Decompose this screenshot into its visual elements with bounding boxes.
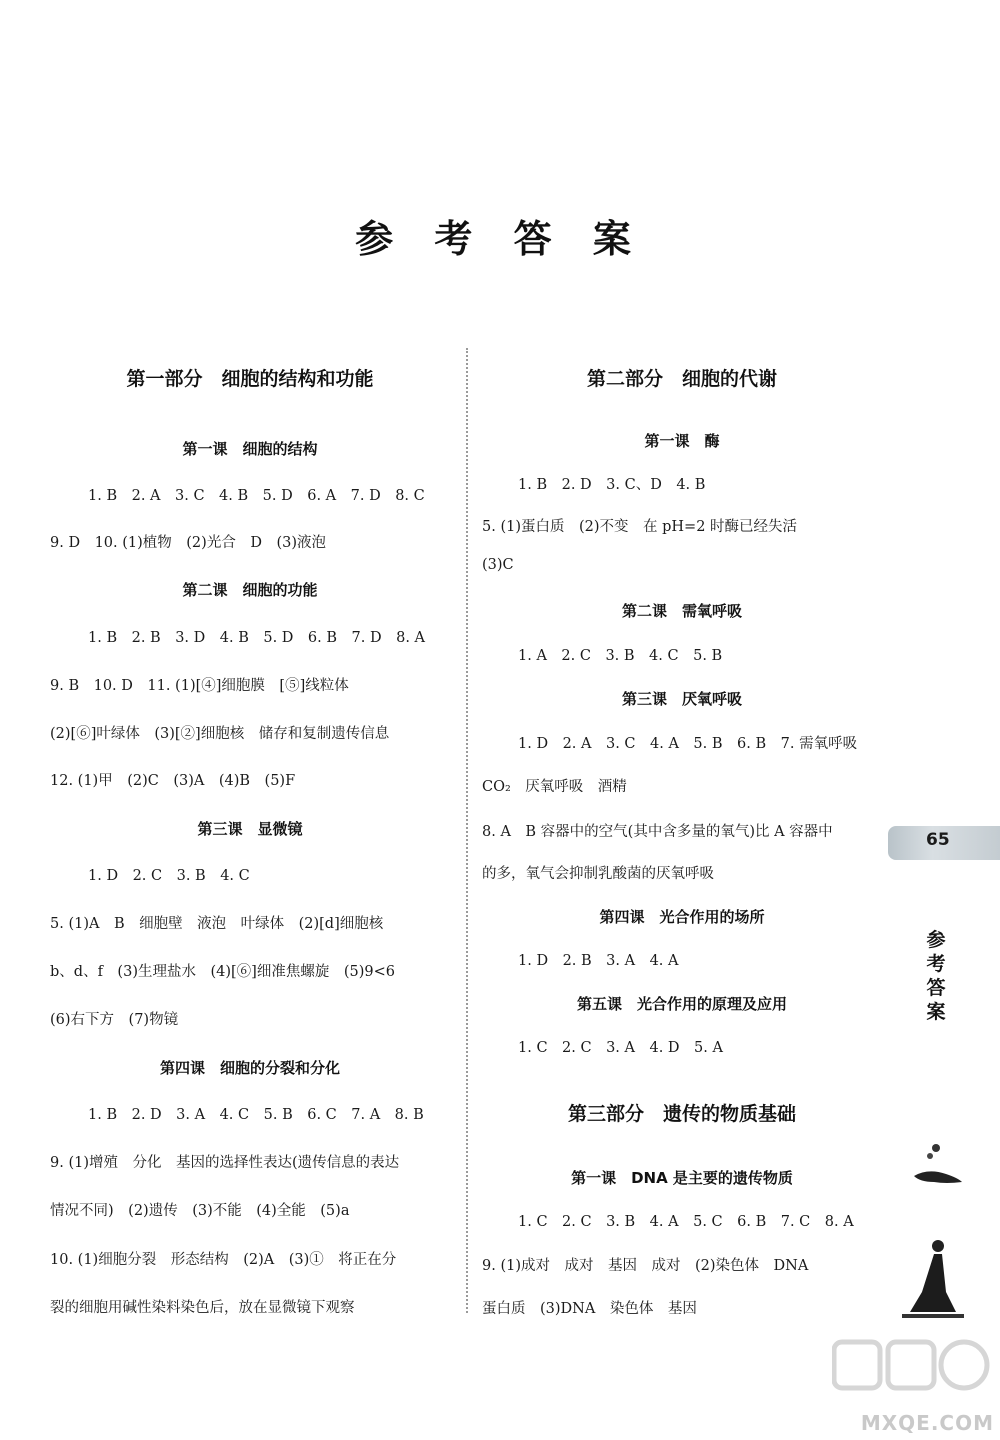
answer-line: 5. (1)蛋白质 (2)不变 在 pH=2 时酶已经失活 <box>482 519 798 535</box>
answer-line: (3)C <box>482 557 514 573</box>
lesson-heading: 第四课 光合作用的场所 <box>599 908 765 926</box>
answer-line: 1. D 2. A 3. C 4. A 5. B 6. B 7. 需氧呼吸 <box>518 736 858 752</box>
lesson-heading: 第三课 厌氧呼吸 <box>621 690 742 708</box>
side-label <box>924 928 948 1024</box>
answer-line: 1. C 2. C 3. B 4. A 5. C 6. B 7. C 8. A <box>518 1214 854 1230</box>
answer-line: 8. A B 容器中的空气(其中含多量的氧气)比 A 容器中 <box>482 824 833 840</box>
page-number: 65 <box>926 830 950 850</box>
answer-line: 1. D 2. C 3. B 4. C <box>88 868 250 884</box>
side-label-text: 参 考 答 案 <box>926 929 946 1023</box>
answer-line: 9. (1)成对 成对 基因 成对 (2)染色体 DNA <box>482 1258 809 1274</box>
answer-line: (6)右下方 (7)物镜 <box>50 1012 179 1028</box>
page-title: 参 考 答 案 <box>355 217 645 261</box>
column-divider <box>466 348 468 1313</box>
answer-line: CO₂ 厌氧呼吸 酒精 <box>482 779 627 795</box>
answer-line: 1. B 2. A 3. C 4. B 5. D 6. A 7. D 8. C <box>88 488 425 504</box>
answer-line: 裂的细胞用碱性染料染色后，放在显微镜下观察 <box>50 1300 355 1316</box>
lesson-heading: 第一课 细胞的结构 <box>182 440 318 458</box>
answer-line: 情况不同) (2)遗传 (3)不能 (4)全能 (5)a <box>50 1203 350 1219</box>
answer-line: b、d、f (3)生理盐水 (4)[⑥]细准焦螺旋 (5)9<6 <box>50 964 395 980</box>
lesson-heading: 第一课 酶 <box>644 432 720 450</box>
part3-heading: 第三部分 遗传的物质基础 <box>567 1103 796 1125</box>
watermark <box>828 1332 998 1437</box>
answer-line: 1. C 2. C 3. A 4. D 5. A <box>518 1040 723 1056</box>
answer-line: 1. B 2. D 3. C、D 4. B <box>518 477 706 493</box>
answer-line: 的多，氧气会抑制乳酸菌的厌氧呼吸 <box>482 866 714 882</box>
answer-line: 9. B 10. D 11. (1)[④]细胞膜 [⑤]线粒体 <box>50 678 349 694</box>
lesson-heading: 第二课 需氧呼吸 <box>621 602 742 620</box>
lesson-heading: 第一课 DNA 是主要的遗传物质 <box>571 1169 793 1187</box>
ink-decoration-icon <box>906 1138 966 1188</box>
ink-figure-icon <box>898 1232 968 1322</box>
answer-line: 12. (1)甲 (2)C (3)A (4)B (5)F <box>50 773 296 789</box>
answer-line: 1. D 2. B 3. A 4. A <box>518 953 679 969</box>
watermark-logo-icon <box>832 1336 992 1396</box>
answer-line: 10. (1)细胞分裂 形态结构 (2)A (3)① 将正在分 <box>50 1252 397 1268</box>
answer-line: (2)[⑥]叶绿体 (3)[②]细胞核 储存和复制遗传信息 <box>50 726 390 742</box>
lesson-heading: 第三课 显微镜 <box>197 820 303 838</box>
lesson-heading: 第五课 光合作用的原理及应用 <box>576 995 787 1013</box>
watermark-text: MXQE.COM <box>860 1411 994 1435</box>
answer-line: 9. (1)增殖 分化 基因的选择性表达(遗传信息的表达 <box>50 1155 400 1171</box>
answer-line: 蛋白质 (3)DNA 染色体 基因 <box>482 1301 697 1317</box>
part2-heading: 第二部分 细胞的代谢 <box>586 368 777 390</box>
part1-heading: 第一部分 细胞的结构和功能 <box>126 368 374 390</box>
answer-line: 1. A 2. C 3. B 4. C 5. B <box>518 648 723 664</box>
answer-line: 1. B 2. B 3. D 4. B 5. D 6. B 7. D 8. A <box>88 630 426 646</box>
lesson-heading: 第四课 细胞的分裂和分化 <box>159 1059 340 1077</box>
answer-line: 1. B 2. D 3. A 4. C 5. B 6. C 7. A 8. B <box>88 1107 424 1123</box>
answer-line: 5. (1)A B 细胞壁 液泡 叶绿体 (2)[d]细胞核 <box>50 916 384 932</box>
answer-line: 9. D 10. (1)植物 (2)光合 D (3)液泡 <box>50 535 326 551</box>
lesson-heading: 第二课 细胞的功能 <box>182 581 318 599</box>
